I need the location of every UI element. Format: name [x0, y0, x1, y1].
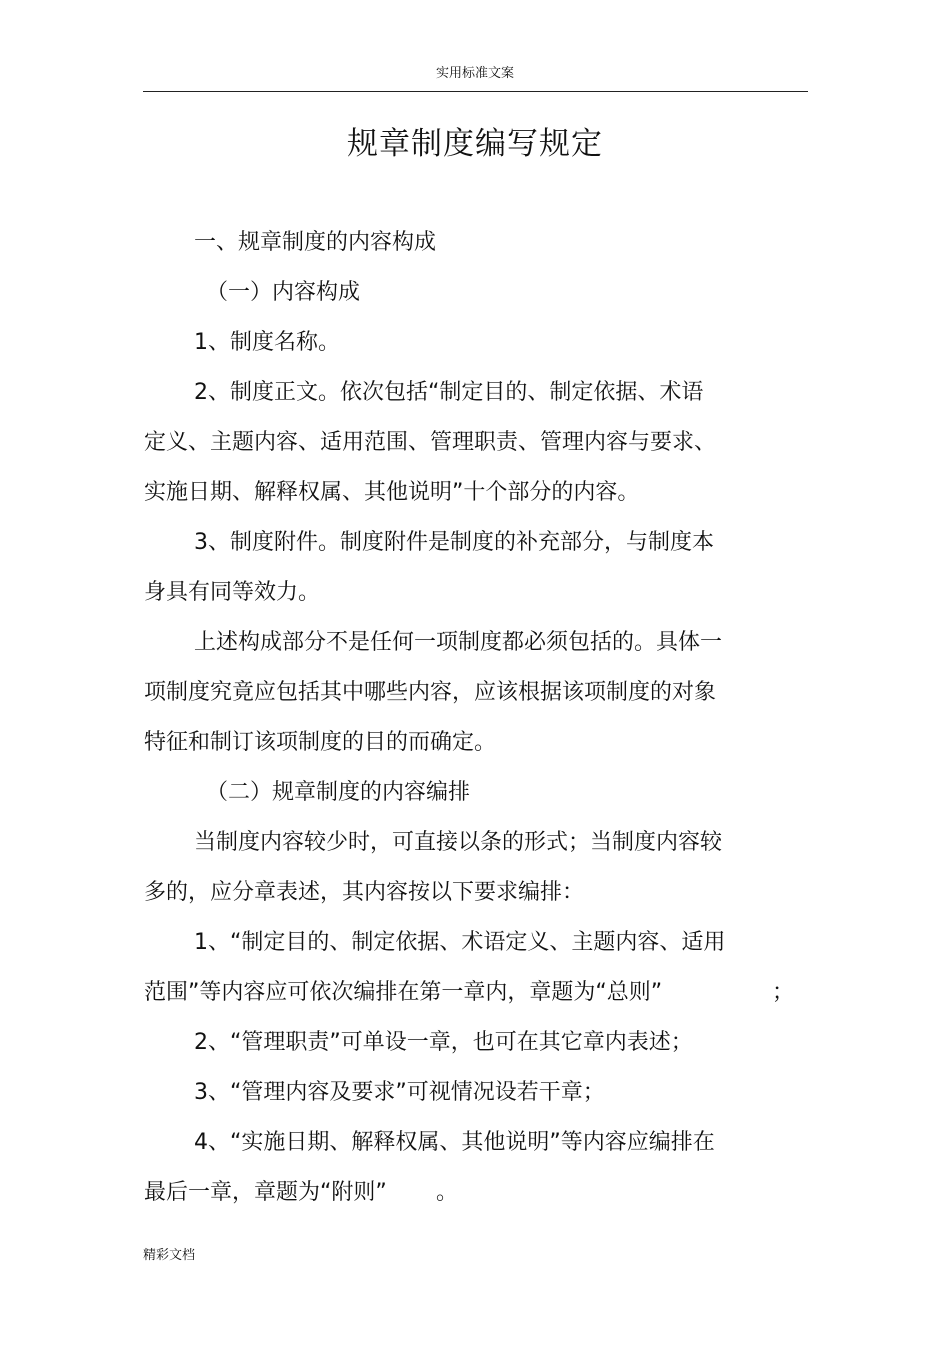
list-item-2-line-3: 实施日期、解释权属、其他说明”十个部分的内容。: [144, 480, 640, 505]
rule-1-line-2: [144, 968, 795, 1018]
list-item-2-line-2: 定义、主题内容、适用范围、管理职责、管理内容与要求、: [144, 430, 717, 455]
paragraph-line-3: 特征和制订该项制度的目的而确定。: [144, 730, 497, 755]
rule-4-line-2: [144, 1168, 784, 1218]
subsection-heading-2: （二）规章制度的内容编排: [206, 780, 471, 805]
list-item-1: 1、制度名称。: [194, 330, 340, 355]
rule-2: 2、“管理职责”可单设一章，也可在其它章内表述；: [194, 1030, 693, 1055]
paragraph-2-line-1: 当制度内容较少时，可直接以条的形式；当制度内容较: [194, 830, 723, 855]
subsection-heading-1: （一）内容构成: [206, 280, 361, 305]
document-title: 规章制度编写规定: [347, 126, 603, 162]
list-item-3-line-2: 身具有同等效力。: [144, 580, 321, 605]
rule-4-line-2-text: 最后一章，章题为“附则”: [144, 1180, 387, 1205]
document-body: [144, 218, 795, 1218]
rule-1-line-2-text: 范围”等内容应可依次编排在第一章内，章题为“总则”: [144, 980, 663, 1005]
list-item-3-line-1: 3、制度附件。制度附件是制度的补充部分，与制度本: [194, 530, 714, 555]
paragraph-line-1: 上述构成部分不是任何一项制度都必须包括的。具体一: [194, 630, 723, 655]
page-footer: 精彩文档: [143, 1248, 196, 1263]
header-divider: [143, 91, 808, 92]
rule-4-line-2-end: 。: [436, 1180, 459, 1205]
page-header: 实用标准文案: [435, 66, 514, 81]
paragraph-line-2: 项制度究竟应包括其中哪些内容，应该根据该项制度的对象: [144, 680, 717, 705]
rule-3: 3、“管理内容及要求”可视情况设若干章；: [194, 1080, 605, 1105]
rule-1-line-1: 1、“制定目的、制定依据、术语定义、主题内容、适用: [194, 930, 726, 955]
rule-1-line-2-end: ；: [772, 980, 795, 1005]
list-item-2-line-1: 2、制度正文。依次包括“制定目的、制定依据、术语: [194, 380, 704, 405]
paragraph-2-line-2: 多的，应分章表述，其内容按以下要求编排：: [144, 880, 585, 905]
section-heading-1: 一、规章制度的内容构成: [194, 230, 437, 255]
rule-4-line-1: 4、“实施日期、解释权属、其他说明”等内容应编排在: [194, 1130, 715, 1155]
